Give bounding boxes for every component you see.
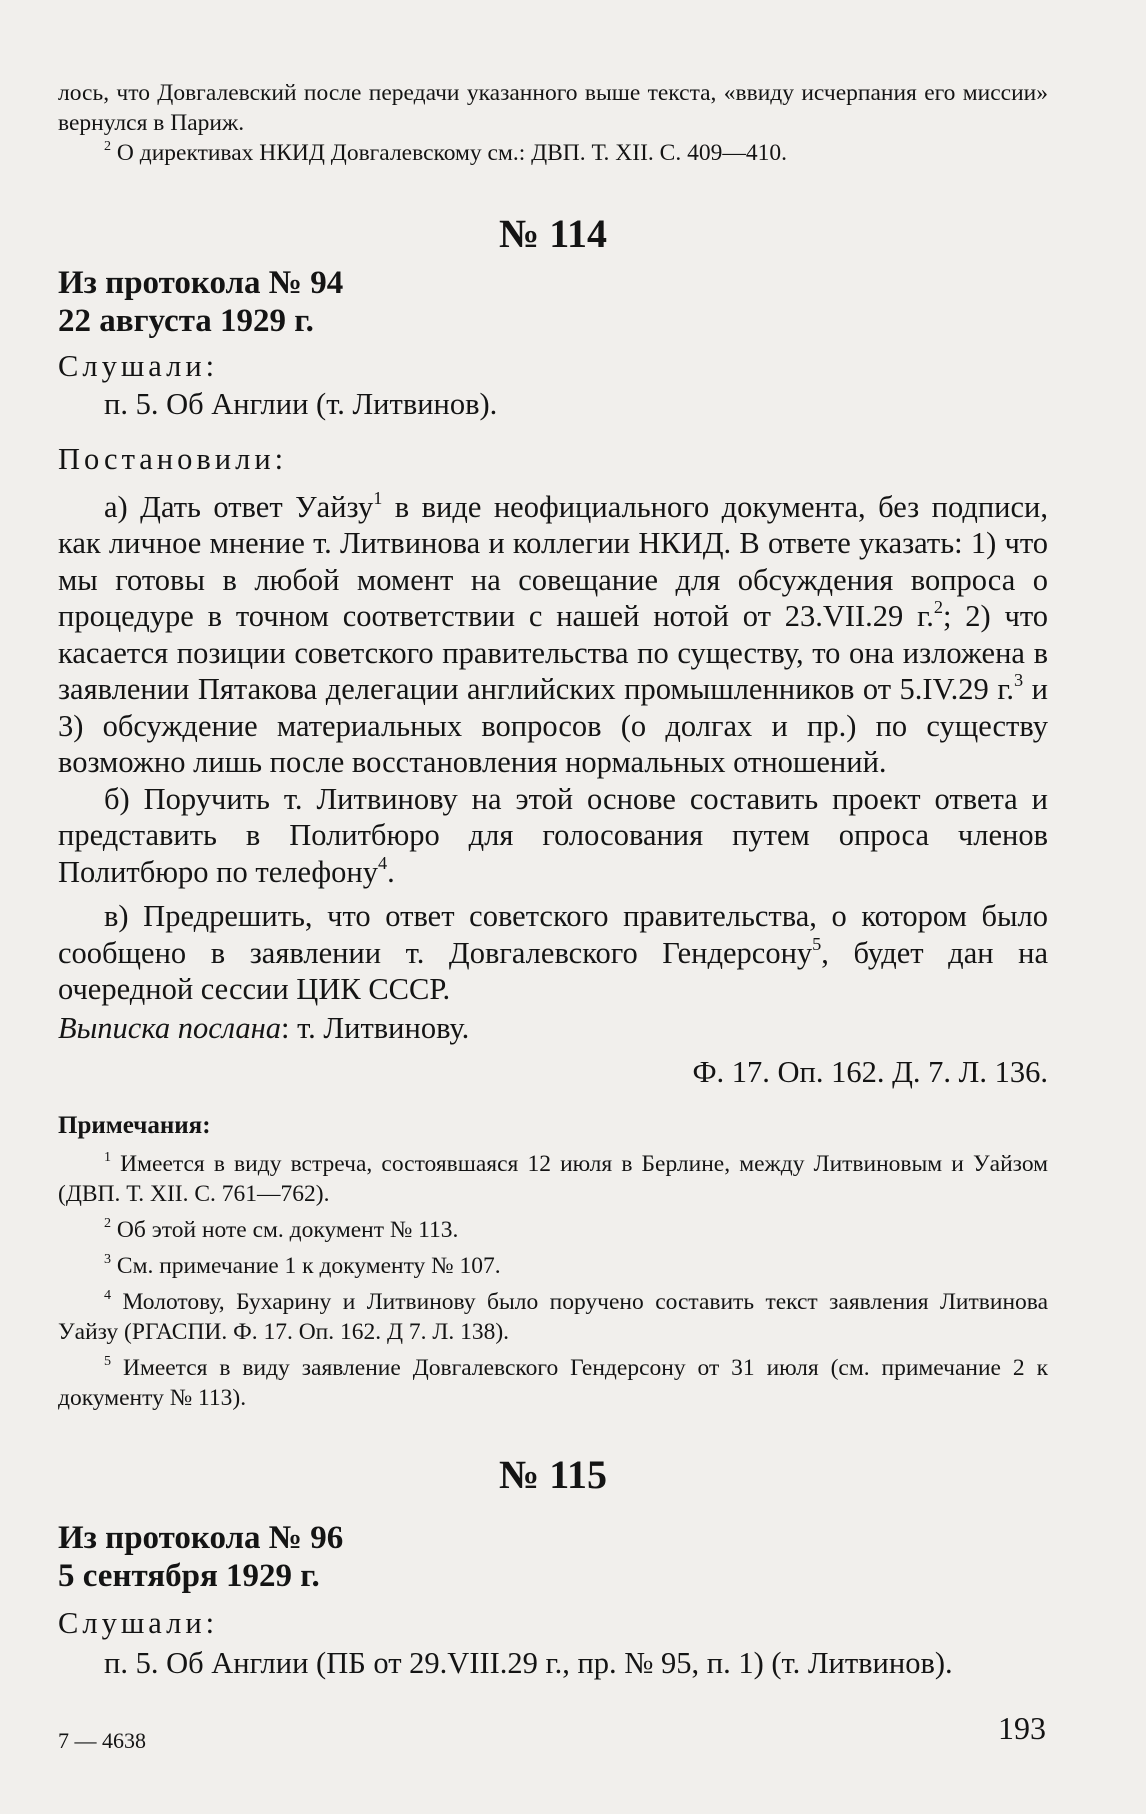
footnote-ref: 1 bbox=[373, 487, 383, 508]
resolution-text: , будет дан на очередной сессии ЦИК СССР. bbox=[58, 935, 1048, 1006]
resolution-text: в виде неофициального документа, без подписи, как личное мнение т. Литвинова и коллегии НКИД. В ответе указать: 1) что мы готовы в любой момент на совещание для обсуждения вопроса о процедуре в точном соответствии с нашей нотой от 23.VII.29 г. bbox=[58, 489, 1048, 633]
resolution-text: б) Поручить т. Литвинову на этой основе составить проект ответа и представить в Политбюро для голосования путем опроса членов Политбюро по телефону bbox=[58, 781, 1048, 889]
note-mark: 3 bbox=[104, 1250, 112, 1267]
document-114 bbox=[58, 212, 1048, 1413]
note-text: См. примечание 1 к документу № 107. bbox=[111, 1252, 501, 1279]
note-item bbox=[58, 1287, 1048, 1347]
resolution-a bbox=[58, 489, 1048, 781]
document-number: № 114 bbox=[499, 211, 607, 256]
note-item bbox=[58, 1353, 1048, 1413]
footnote-ref: 3 bbox=[1014, 670, 1024, 691]
archive-reference: Ф. 17. Оп. 162. Д. 7. Л. 136. bbox=[692, 1055, 1048, 1089]
notes-section bbox=[58, 1111, 1048, 1413]
note-mark: 5 bbox=[104, 1352, 112, 1369]
decided-label: Постановили: bbox=[58, 441, 288, 476]
note-item bbox=[58, 1149, 1048, 1209]
footnote-mark: 2 bbox=[104, 138, 112, 155]
page-body bbox=[58, 78, 1048, 1681]
top-footnotes bbox=[58, 78, 1048, 168]
note-text: Имеется в виду заявление Довгалевского Гендерсону от 31 июля (см. примечание 2 к документу № 113). bbox=[58, 1354, 1048, 1411]
footnote-ref: 4 bbox=[377, 852, 388, 873]
extract-sent bbox=[58, 1010, 1048, 1047]
extract-value: : т. Литвинову. bbox=[281, 1010, 470, 1045]
document-heading-line1: Из протокола № 94 bbox=[58, 265, 344, 301]
note-text: Об этой ноте см. документ № 113. bbox=[111, 1216, 459, 1243]
print-code: 7 — 4638 bbox=[58, 1728, 146, 1753]
resolution-text: а) Дать ответ Уайзу bbox=[104, 489, 374, 524]
footnote-2 bbox=[58, 138, 1048, 168]
footnote-continuation: лось, что Довгалевский после передачи указанного выше текста, «ввиду исчерпания его миссии» вернулся в Париж. bbox=[58, 80, 1048, 136]
resolution-text: . bbox=[387, 854, 395, 889]
note-mark: 2 bbox=[104, 1214, 112, 1231]
footnote-ref: 2 bbox=[933, 597, 943, 618]
resolution-b bbox=[58, 781, 1048, 891]
note-text: Имеется в виду встреча, состоявшаяся 12 июля в Берлине, между Литвиновым и Уайзом (ДВП. Т. XII. С. 761—762). bbox=[58, 1150, 1048, 1207]
document-heading-line2: 22 августа 1929 г. bbox=[58, 303, 314, 339]
document-heading-line2: 5 сентября 1929 г. bbox=[58, 1557, 320, 1594]
document-115 bbox=[58, 1453, 1048, 1682]
resolution-text: в) Предрешить, что ответ советского правительства, о котором было сообщено в заявлении т. Довгалевского Гендерсону bbox=[58, 899, 1048, 970]
heard-item: п. 5. Об Англии (т. Литвинов). bbox=[104, 387, 498, 421]
notes-title: Примечания: bbox=[58, 1111, 211, 1139]
footnote-text: О директивах НКИД Довгалевскому см.: ДВП. Т. XII. С. 409—410. bbox=[111, 140, 787, 166]
heard-label: Слушали: bbox=[58, 349, 219, 383]
resolution-c bbox=[58, 898, 1048, 1008]
heard-label: Слушали: bbox=[58, 1605, 219, 1640]
heard-item: п. 5. Об Англии (ПБ от 29.VIII.29 г., пр. № 95, п. 1) (т. Литвинов). bbox=[104, 1645, 953, 1680]
resolution-text: ; 2) что касается позиции советского правительства по существу, то она изложена в заявлении Пятакова делегации английских промышленников от 5.IV.29 г. bbox=[58, 599, 1048, 706]
footnote-ref: 5 bbox=[812, 933, 822, 954]
document-number: № 115 bbox=[499, 1451, 607, 1497]
resolution-text: и 3) обсуждение материальных вопросов (о долгах и пр.) по существу возможно лишь после восстановления нормальных отношений. bbox=[58, 672, 1048, 779]
note-mark: 1 bbox=[104, 1148, 112, 1165]
note-item bbox=[58, 1215, 1048, 1245]
extract-label: Выписка послана bbox=[58, 1010, 282, 1045]
document-heading-line1: Из протокола № 96 bbox=[58, 1519, 344, 1556]
note-mark: 4 bbox=[104, 1286, 112, 1303]
page-number: 193 bbox=[998, 1710, 1046, 1746]
note-text: Молотову, Бухарину и Литвинову было поручено составить текст заявления Литвинова Уайзу (РГАСПИ. Ф. 17. Оп. 162. Д 7. Л. 138). bbox=[58, 1288, 1048, 1345]
note-item bbox=[58, 1251, 1048, 1281]
